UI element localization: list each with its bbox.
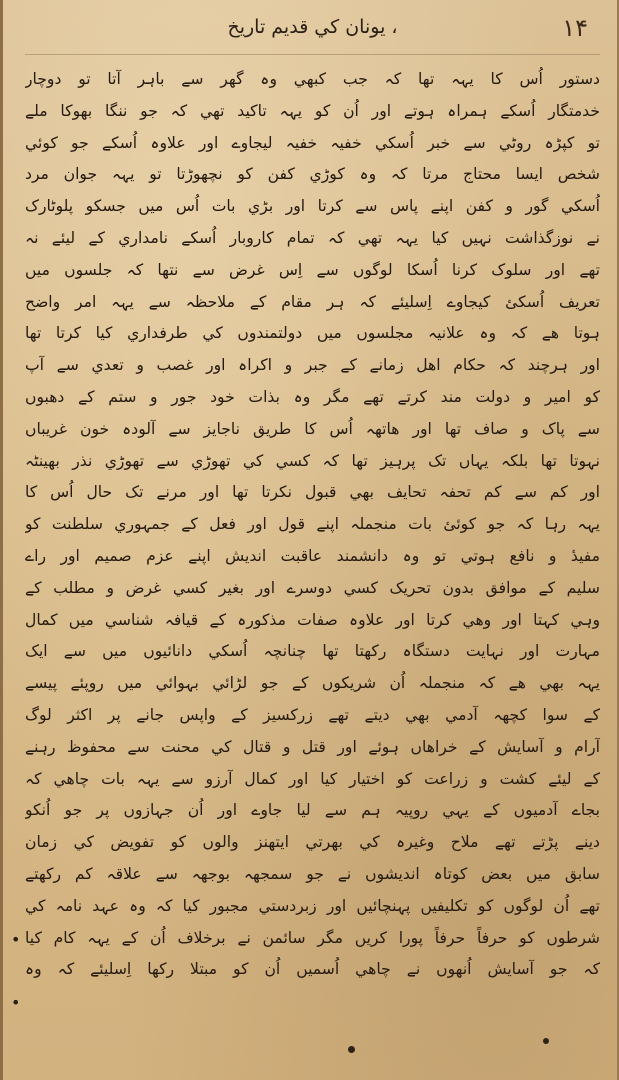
text-line: سے پاک و صاف تھا اور ھاتھہ اُس کا طریق ناجایز سے آلودہ خون غریباں: [25, 419, 600, 438]
ink-spot: [348, 1046, 355, 1053]
text-line: مہارت اور نہایت دستگاہ رکھتا تھا چنانچہ اُسکي دانائیوں میں سے ایک: [25, 642, 600, 661]
header-divider: [25, 54, 600, 55]
margin-mark: •: [11, 993, 21, 1012]
page-number: ۱۴: [562, 14, 588, 42]
text-line: یہہ رہا کہ جو کوئئ بات منجملہ اپنے قول اور فعل کے جمہوري سلطنت کو: [25, 515, 600, 534]
ink-spot: [543, 1038, 549, 1044]
text-line: سابق میں بعض کوتاہ اندیشوں نے جو سمجھہ بوجھہ سے علاقہ کم رکھتے: [25, 864, 600, 883]
text-line: مفیدٔ و نافع ہوتي تو وہ دانشمند عاقبت اندیش اپنے عزم صمیم اور راے: [25, 546, 600, 565]
text-line: بجاے آدمیوں کے یہي روپیہ ہم سے لیا جاوے اور اُن جہازوں پر جو اُنکو: [25, 801, 600, 820]
text-line: شخص ایسا محتاج مرتا کہ وہ کوڑي کفن کو نچھوڑتا تو یہہ جوان مرد: [25, 165, 600, 184]
text-line: نے نوزگذاشت نہیں کیا یہہ تھي کہ تمام کاروبار اُسکے نامداري کے لیئے نہ: [25, 228, 600, 247]
text-line: اور ہرچند کہ حکام اھل زمانے کے جبر و اکراہ اور غصب و تعدي سے آپ: [25, 356, 600, 375]
text-line: دینے پڑتے تھے ملاح وغیرہ کي بھرتي ایتھنز والوں کو تفویض کي زمان: [25, 833, 600, 852]
text-line: خدمتگار اُسکے ہمراہ ہوتے اور اُن کو یہہ تاکید تھي کہ جو ننگا بھوکا ملے: [25, 101, 600, 120]
text-line: تھے اور سلوک کرنا اُسکا لوگوں سے اِس غرض سے نتھا کہ جلسوں میں: [25, 260, 600, 279]
text-line: وہي کہتا اور وھي کرتا اور علاوہ صفات مذکورہ کے قیافہ شناسي میں کمال: [25, 610, 600, 629]
text-line: شرطوں کو حرفاً حرفاً پورا کریں مگر سائمن نے برخلاف اُن کے یہہ کام کیا: [25, 928, 600, 947]
text-line: یہہ بھي ھے کہ منجملہ اُن شریکوں کے جو لڑائي بہوائي میں روپئے پیسے: [25, 674, 600, 693]
text-line: اور کم سے کم تحفہ تحایف بھي قبول نکرتا تھا اور مرنے تک حال اُس کا: [25, 483, 600, 502]
text-line: ہوتا ھے کہ وہ علانیہ مجلسوں میں دولتمندوں کي طرفداري کیا کرتا تھا: [25, 324, 600, 343]
text-line: کے سوا کچھہ آدمي بھي دیتے تھے زرکسیز کے واپس جانے پر اکثر لوگ: [25, 705, 600, 724]
page-title: ، یونان کي قدیم تاریخ: [227, 16, 398, 38]
text-line: آرام و آسایش کے خراھاں ہوئے اور قتل و قتال کي محنت سے محفوظ رہنے: [25, 737, 600, 756]
page-header: [3, 0, 619, 60]
text-line: نہوتا تھا بلکہ یہاں تک پرہیز تھا کہ کسي کي تھوڑي سے تھوڑي نذر بھینٹہ: [25, 451, 600, 470]
text-line: تو کپڑہ روٹي سے خبر اُسکي خفیہ خفیہ لیجاوے اور علاوہ اُسکے جو کوئي: [25, 133, 600, 152]
text-line: سلیم کے موافق بدون تحریک کسي دوسرے اور بغیر کسي غرض و مطلب کے: [25, 578, 600, 597]
text-line: دستور اُس کا یہہ تھا کہ جب کبھي وہ گھر سے باہر آتا تو دوچار: [25, 70, 600, 88]
body-text: [25, 64, 600, 986]
text-line: اُسکي گور و کفن اپنے پاس سے کرتا اور بڑي بات اُس میں جسکو پلوٹارک: [25, 197, 600, 216]
text-line: کے لیئے کشت و زراعت کو اختیار کیا اور کمال آرزو سے یہہ بات چاھي کہ: [25, 769, 600, 788]
margin-mark: •: [11, 930, 21, 949]
text-line: کو امیر و دولت مند کرتے تھے مگر وہ بذات خود جور و ستم کے دھبوں: [25, 387, 600, 406]
text-line: تعریف اُسکئ کیجاوے اِسلیئے کہ ہر مقام کے ملاحظہ سے یہہ امر واضح: [25, 292, 600, 311]
text-line: تھے اُن لوگوں کو تکلیفیں پہنچائیں اور زبردستي مجبور کیا کہ وہ عہد نامہ کي: [25, 896, 600, 915]
text-line: کہ جو آسایش اُنھوں نے چاھي اُسمیں اُن کو مبتلا رکھا اِسلیئے کہ وہ: [25, 960, 600, 979]
